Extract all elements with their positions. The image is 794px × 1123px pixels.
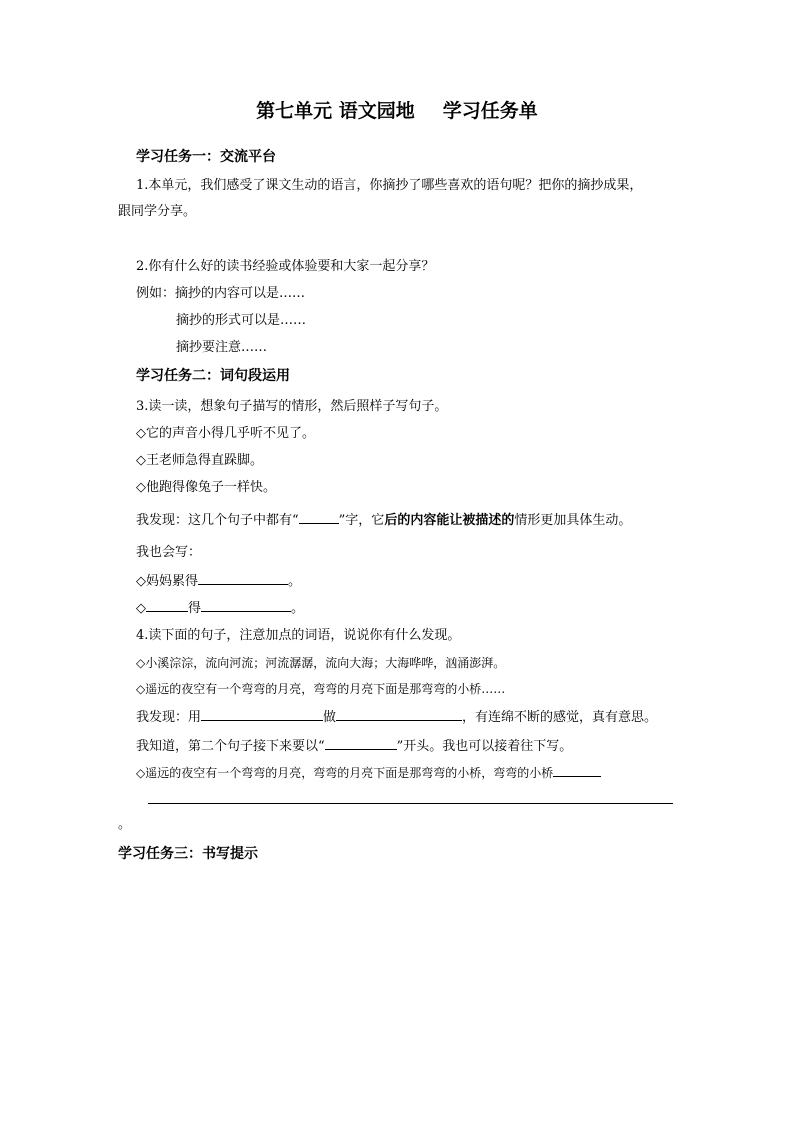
blank-result[interactable] — [201, 598, 291, 612]
find2-text-a: 我发现：用 — [136, 710, 202, 725]
discovery-line-1 — [136, 510, 631, 530]
q3-text: 3.读一读，想象句子描写的情形，然后照样子写句子。 — [136, 399, 448, 414]
also-write: 我也会写： — [136, 545, 202, 560]
q2-text: 2.你有什么好的读书经验或体验要和大家一起分享？ — [136, 259, 435, 274]
sentence-3: ◇他跑得像兔子一样快。 — [136, 480, 276, 495]
write-line-2 — [136, 598, 304, 618]
sentence-2: ◇王老师急得直跺脚。 — [136, 453, 263, 468]
blank-as[interactable] — [336, 707, 462, 721]
write1-text: ◇妈妈累得 — [136, 574, 198, 589]
reading-1: ◇小溪淙淙，流向河流；河流潺潺，流向大海；大海哗哗，汹涌澎湃。 — [136, 656, 506, 670]
discovery-text-c: 后的内容能让被描述的 — [384, 513, 515, 528]
task3-heading: 学习任务三：书写提示 — [118, 846, 258, 862]
q4-text: 4.读下面的句子，注意加点的词语，说说你有什么发现。 — [136, 628, 461, 643]
write1-end: 。 — [288, 574, 302, 589]
blank-mom-tired[interactable] — [198, 571, 288, 585]
write-line-1 — [136, 571, 301, 591]
task2-heading: 学习任务二：词句段运用 — [136, 368, 290, 384]
discovery-text-b: ”字，它 — [338, 513, 385, 528]
example-3: 摘抄要注意…… — [176, 340, 268, 355]
discovery-line-2 — [136, 707, 657, 727]
reading-3-text: ◇遥远的夜空有一个弯弯的月亮，弯弯的月亮下面是那弯弯的小桥，弯弯的小桥 — [136, 766, 554, 780]
page-title — [0, 99, 794, 123]
blank-continue[interactable] — [553, 763, 601, 777]
blank-start-word[interactable] — [325, 736, 397, 750]
example-2: 摘抄的形式可以是…… — [176, 313, 307, 328]
know-line — [136, 736, 572, 756]
title-part1: 第七单元 语文园地 — [256, 100, 415, 122]
write2-end: 。 — [291, 601, 305, 616]
write2-de: 得 — [188, 601, 202, 616]
writing-line[interactable] — [148, 803, 673, 804]
know-text-b: ”开头。我也可以接着往下写。 — [396, 739, 573, 754]
blank-subject[interactable] — [146, 598, 188, 612]
reading-2: ◇遥远的夜空有一个弯弯的月亮，弯弯的月亮下面是那弯弯的小桥…… — [136, 682, 506, 696]
blank-de-word[interactable] — [299, 510, 339, 524]
blank-use[interactable] — [201, 707, 323, 721]
discovery-text-a: 我发现：这几个句子中都有“ — [136, 513, 299, 528]
end-period: 。 — [118, 817, 132, 832]
reading-3 — [136, 763, 601, 782]
find2-text-b: 做 — [323, 710, 337, 725]
write2-diamond: ◇ — [136, 601, 146, 616]
find2-text-c: ，有连绵不断的感觉，真有意思。 — [462, 710, 658, 725]
know-text-a: 我知道，第二个句子接下来要以“ — [136, 739, 325, 754]
discovery-text-d: 情形更加具体生动。 — [514, 513, 632, 528]
q1-line2: 跟同学分享。 — [118, 204, 197, 219]
title-part2: 学习任务单 — [442, 100, 538, 122]
task1-heading: 学习任务一：交流平台 — [136, 149, 276, 165]
sentence-1: ◇它的声音小得几乎听不见了。 — [136, 426, 315, 441]
example-1: 例如：摘抄的内容可以是…… — [136, 286, 306, 301]
q1-line1: 1.本单元，我们感受了课文生动的语言，你摘抄了哪些喜欢的语句呢？把你的摘抄成果， — [136, 178, 643, 193]
